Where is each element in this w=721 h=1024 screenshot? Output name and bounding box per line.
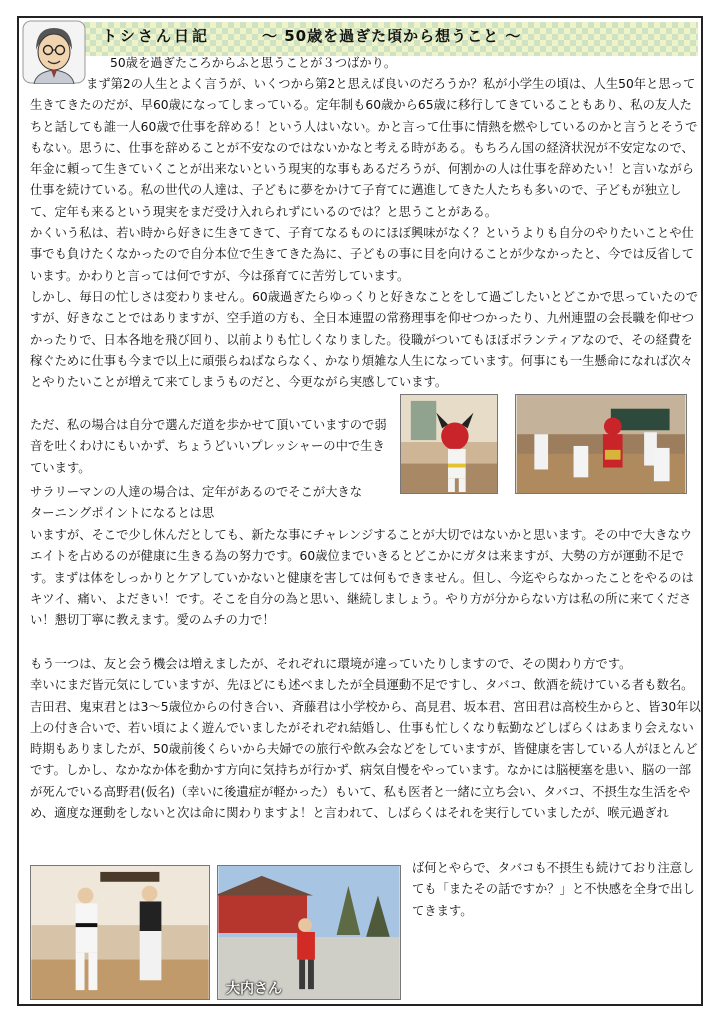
intro-text xyxy=(110,53,460,74)
paragraph: ば何とやらで、タバコも不摂生も続けており注意しても「またその話ですか？」と不快感を全身で出してきます。 xyxy=(412,861,695,918)
photo-karate-child-mask xyxy=(400,394,498,494)
narrow-text-3 xyxy=(412,858,702,922)
narrow-text-1 xyxy=(30,415,392,479)
paragraph: しかし、毎日の忙しさは変わりません。60歳過ぎたらゆっくりと好きなことをして過ごしたいとどこかで思っていたのですが、好きなことではありますが、空手道の方も、全日本連盟の常務理事を仰せつかったり、九州連盟の会長職を仰せつかったりで、日本各地を飛び回り、以前よりも忙しくなりました。役職がついてもほぼボランティアなので、その経費を稼ぐために仕事も今まで以上に頑張らねばならなく、かなり煩雑な人生になっています。何事にも一生懸命になれば次々とやりたいことが増えて来てしまうものだと、今更ながら実感しています。 xyxy=(30,289,698,390)
narrow-text-2 xyxy=(30,482,370,525)
section3 xyxy=(30,654,702,824)
intro-line: 50歳を過ぎたころからふと思うことが３つばかり。 xyxy=(110,56,397,70)
paragraph: いますが、そこで少し休んだとしても、新たな事にチャレンジすることが大切ではないかと思います。その中で大きなウエイトを占めるのが健康に生きる為の努力です。60歳位までいきるとどこかにガタは来ますが、大勢の方が運動不足です。まずは体をしっかりとケアしていかないと健康を害しては何もできません。但し、今迄やらなかったことをやるのはキツイ、痛い、よだきい！です。そこを自分の為と思い、継続しましょう。やり方が分からない方は私の所に来てください！懇切丁寧に教えます。愛のムチの力で！ xyxy=(30,528,694,628)
section2 xyxy=(30,525,702,631)
page-subtitle: ～ 50歳を過ぎた頃から想うこと ～ xyxy=(262,27,522,45)
paragraph: かくいう私は、若い時から好きに生きてきて、子育てなるものにほぼ興味がなく？というよりも自分のやりたいことや仕事でも負けたくなかったので自分本位で生きてきた為に、子どもの事に目を向けることが少なかったと、今では反省しています。かわりと言っては何ですが、今は孫育てに苦労しています。 xyxy=(30,226,695,283)
paragraph: もう一つは、友と会う機会は増えましたが、それぞれに環境が違っていたりしますので、その関わり方です。 xyxy=(30,657,632,671)
paragraph: サラリーマンの人達の場合は、定年があるのでそこが大きなターニングポイントになるとは思 xyxy=(30,485,363,521)
photo-training-indoor xyxy=(30,865,210,1000)
photo-dojo-training xyxy=(515,394,687,494)
paragraph: まず第2の人生とよく言うが、いくつから第2と思えば良いのだろうか？私が小学生の頃は、人生50年と思って生きてきたのだが、早60歳になってしまっている。定年制も60歳から65歳に移行してきていることもあり、私の友人たちと話しても誰一人60歳で仕事を辞める！という人はいない。かと言って仕事に情熱を燃やしているのかと言うとそうでもない。思うに、仕事を辞めることが不安なのではないかなと考える時がある。もちろん国の経済状況が不安定なので、年金に頼って生きていくことが出来ないという現実的な事もあるだろうが、何割かの人は仕事を辞めたい！と言いながら仕事を続けている。私の世代の人達は、子どもに夢をかけて子育てに邁進してきた人たちも多いので、子どもが独立して、定年も来るという現実をまだ受け入れられずにいるのでは？と思うことがある。 xyxy=(30,77,698,219)
section1 xyxy=(30,74,702,393)
paragraph: ただ、私の場合は自分で選んだ道を歩かせて頂いていますので弱音を吐くわけにもいかず、ちょうどいいプレッシャーの中で生きています。 xyxy=(30,418,387,475)
page-title: トシさん日記 xyxy=(102,27,211,45)
paragraph: 幸いにまだ皆元気にしていますが、先ほどにも述べましたが全員運動不足ですし、タバコ、飲酒を続けている者も数名。吉田君、鬼束君とは3～5歳位からの付き合い、斉藤君は小学校から、高見君、坂本君、宮田君は高校生からと、皆30年以上の付き合いで、若い頃によく遊んでいましたがそれぞれ結婚し、仕事も忙しくなり転勤などしばらくはあまり会えない時期もありましたが、50歳前後くらいから夫婦での旅行や飲み会などをしていますが、皆健康を害している人がほとんどです。しかし、なかなか体を動かす方向に気持ちが行かず、病気自慢をやっています。なかには脳梗塞を患い、脳の一部が死んでいる高野君(仮名)（幸いに後遺症が軽かった）もいて、私も医者と一緒に立ち会い、タバコ、不摂生な生活をやめ、適度な運動をしないと次は命に関わりますよ！と言われて、しばらくはそれを実行していましたが、喉元過ぎれ xyxy=(30,678,701,821)
photo-caption: 大内さん xyxy=(226,981,282,997)
